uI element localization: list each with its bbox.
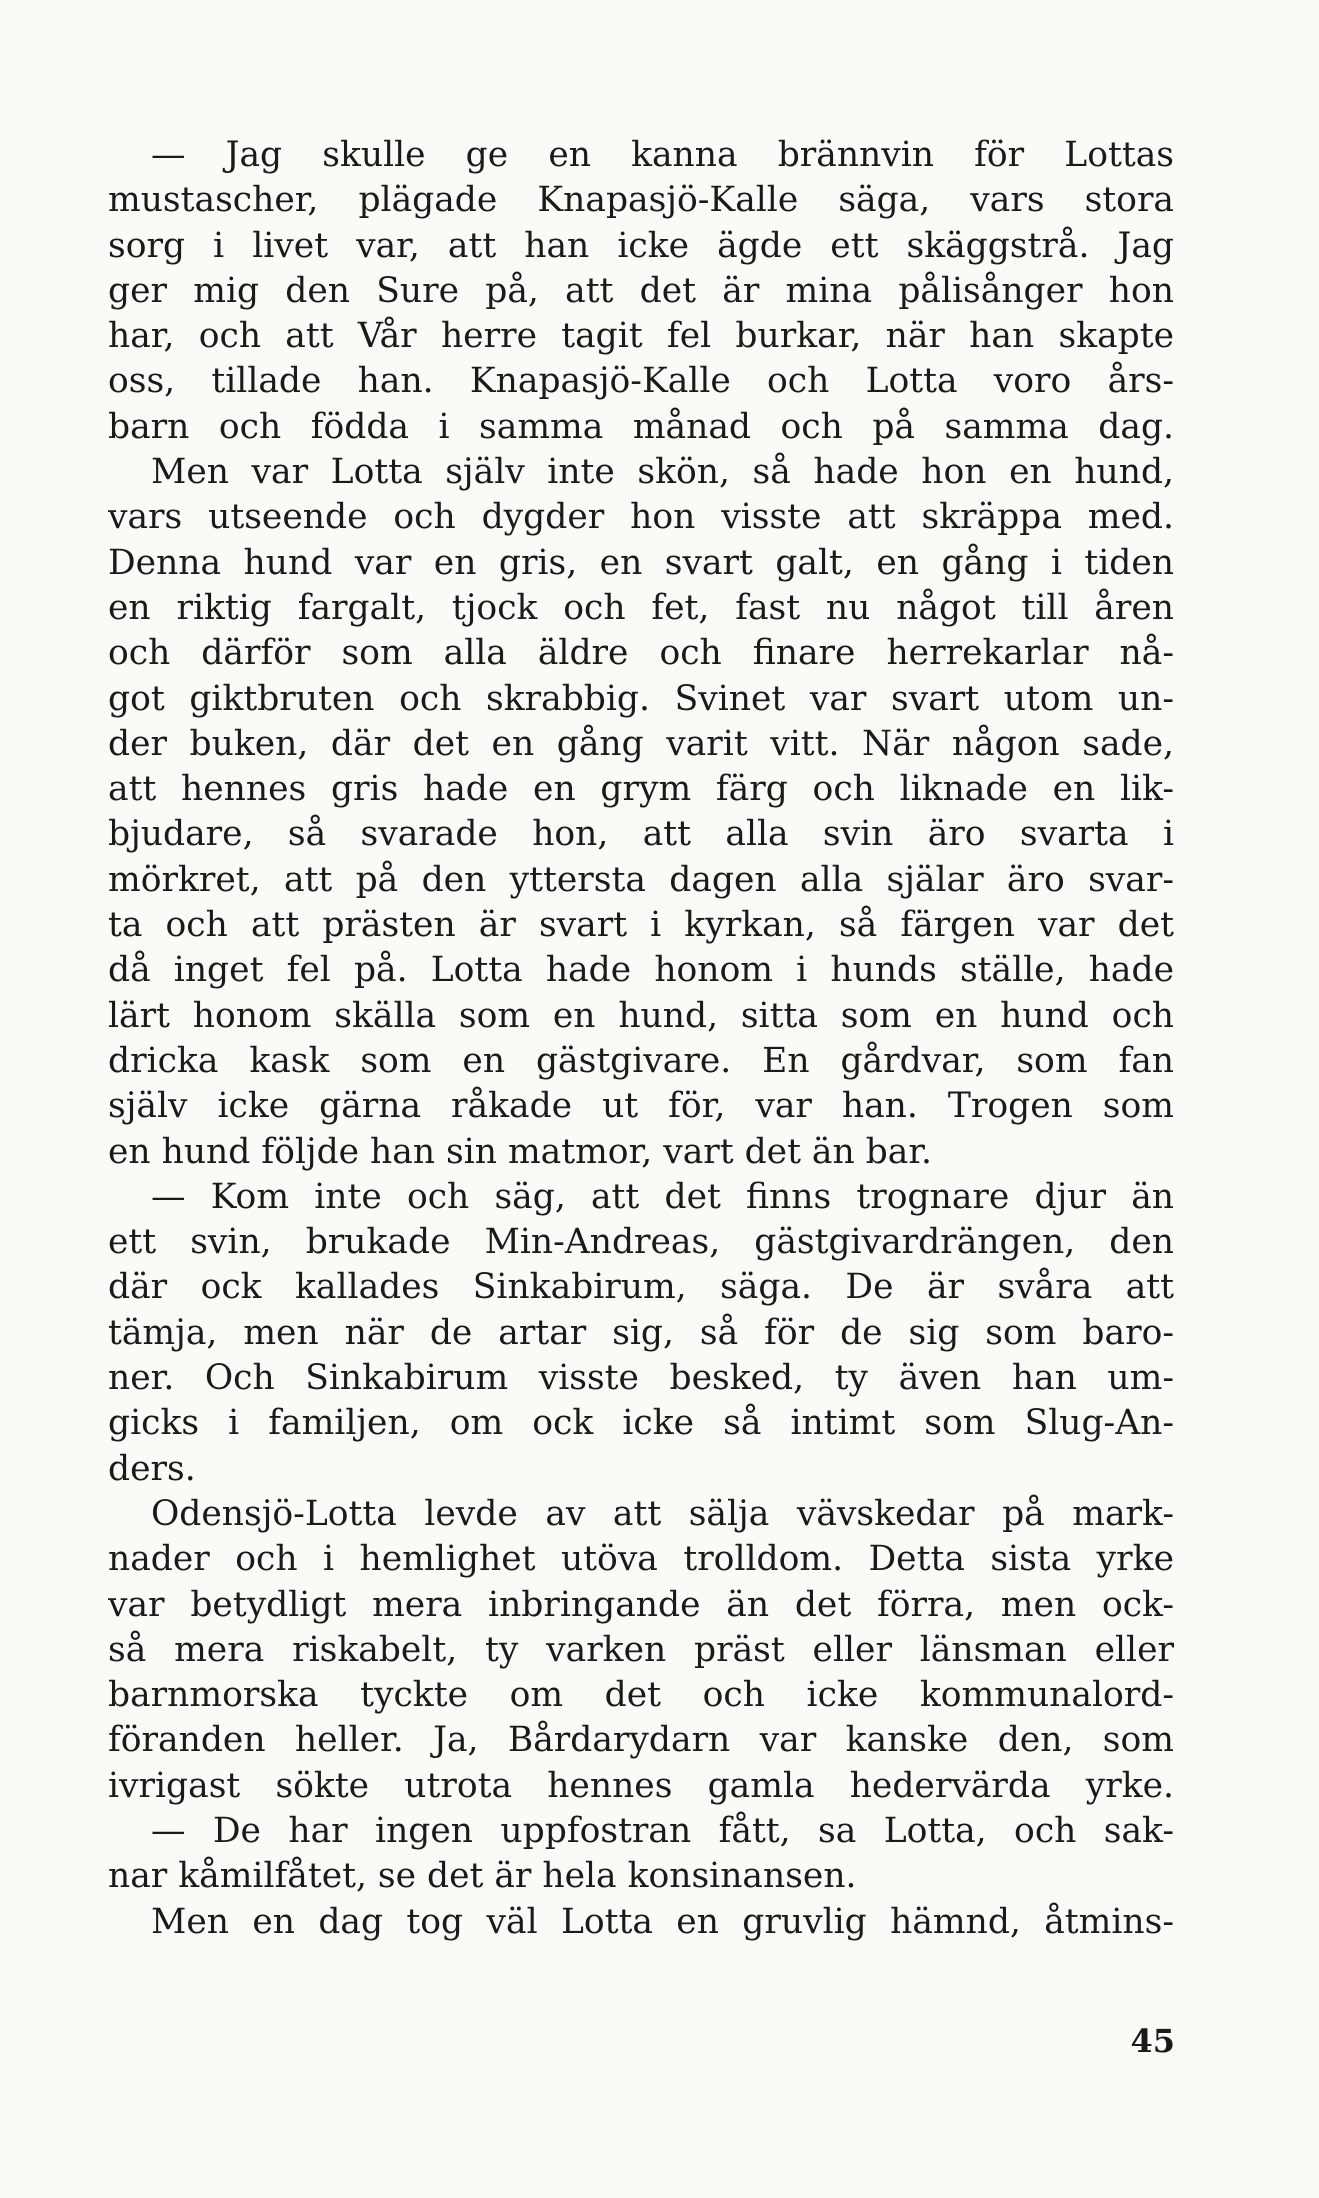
text-line: oss, tillade han. Knapasjö-Kalle och Lotta voro års-	[108, 361, 1174, 402]
text-line: mörkret, att på den yttersta dagen alla själar äro svar-	[108, 859, 1174, 900]
text-line: där ock kallades Sinkabirum, säga. De är svåra att	[108, 1267, 1174, 1308]
text-line: ivrigast sökte utrota hennes gamla hedervärda yrke.	[108, 1765, 1174, 1806]
text-line: Denna hund var en gris, en svart galt, en gång i tiden	[108, 542, 1174, 583]
text-line: dricka kask som en gästgivare. En gårdvar, som fan	[108, 1040, 1174, 1081]
text-line: barnmorska tyckte om det och icke kommunalord-	[108, 1675, 1174, 1716]
text-line: en riktig fargalt, tjock och fet, fast nu något till åren	[108, 587, 1174, 628]
text-line: Odensjö-Lotta levde av att sälja vävskedar på mark-	[151, 1493, 1174, 1534]
text-line: — Jag skulle ge en kanna brännvin för Lottas	[151, 135, 1174, 175]
text-line: nar kåmilfåtet, se det är hela konsinansen.	[108, 1856, 857, 1897]
text-line: gicks i familjen, om ock icke så intimt som Slug-An-	[108, 1403, 1174, 1444]
text-line: ger mig den Sure på, att det är mina pålisånger hon	[108, 270, 1174, 311]
text-line: — De har ingen uppfostran fått, sa Lotta, och sak-	[151, 1810, 1174, 1851]
text-line: Men var Lotta själv inte skön, så hade hon en hund,	[151, 452, 1174, 493]
text-line: got giktbruten och skrabbig. Svinet var svart utom un-	[108, 678, 1174, 719]
text-line: att hennes gris hade en grym färg och liknade en lik-	[108, 769, 1174, 810]
text-line: själv icke gärna råkade ut för, var han. Trogen som	[108, 1086, 1174, 1127]
text-line: ett svin, brukade Min-Andreas, gästgivardrängen, den	[108, 1222, 1174, 1263]
text-line: nader och i hemlighet utöva trolldom. Detta sista yrke	[108, 1539, 1174, 1580]
text-line: barn och födda i samma månad och på samma dag.	[108, 406, 1174, 447]
text-line: föranden heller. Ja, Bårdarydarn var kanske den, som	[108, 1720, 1174, 1761]
body-text	[108, 133, 1174, 1945]
text-line: ders.	[108, 1448, 196, 1489]
text-line: — Kom inte och säg, att det finns trognare djur än	[151, 1176, 1174, 1217]
text-line: der buken, där det en gång varit vitt. När någon sade,	[108, 723, 1174, 764]
text-line: mustascher, plägade Knapasjö-Kalle säga, vars stora	[108, 180, 1174, 221]
text-line: tämja, men när de artar sig, så för de sig som baro-	[108, 1312, 1174, 1353]
text-line: ta och att prästen är svart i kyrkan, så färgen var det	[108, 905, 1174, 946]
text-line: då inget fel på. Lotta hade honom i hunds ställe, hade	[108, 950, 1174, 991]
text-line: har, och att Vår herre tagit fel burkar, när han skapte	[108, 316, 1174, 357]
text-line: var betydligt mera inbringande än det förra, men ock-	[108, 1584, 1174, 1625]
text-line: vars utseende och dygder hon visste att skräppa med.	[108, 497, 1174, 538]
page-number: 45	[1130, 2022, 1175, 2060]
text-line: och därför som alla äldre och finare herrekarlar nå-	[108, 633, 1174, 674]
text-line: Men en dag tog väl Lotta en gruvlig hämnd, åtmins-	[151, 1901, 1174, 1942]
text-line: ner. Och Sinkabirum visste besked, ty även han um-	[108, 1358, 1174, 1399]
text-line: så mera riskabelt, ty varken präst eller länsman eller	[108, 1629, 1174, 1670]
text-line: lärt honom skälla som en hund, sitta som en hund och	[108, 995, 1174, 1036]
text-line: bjudare, så svarade hon, att alla svin äro svarta i	[108, 814, 1174, 855]
text-line: en hund följde han sin matmor, vart det än bar.	[108, 1131, 933, 1172]
text-line: sorg i livet var, att han icke ägde ett skäggstrå. Jag	[108, 225, 1174, 266]
